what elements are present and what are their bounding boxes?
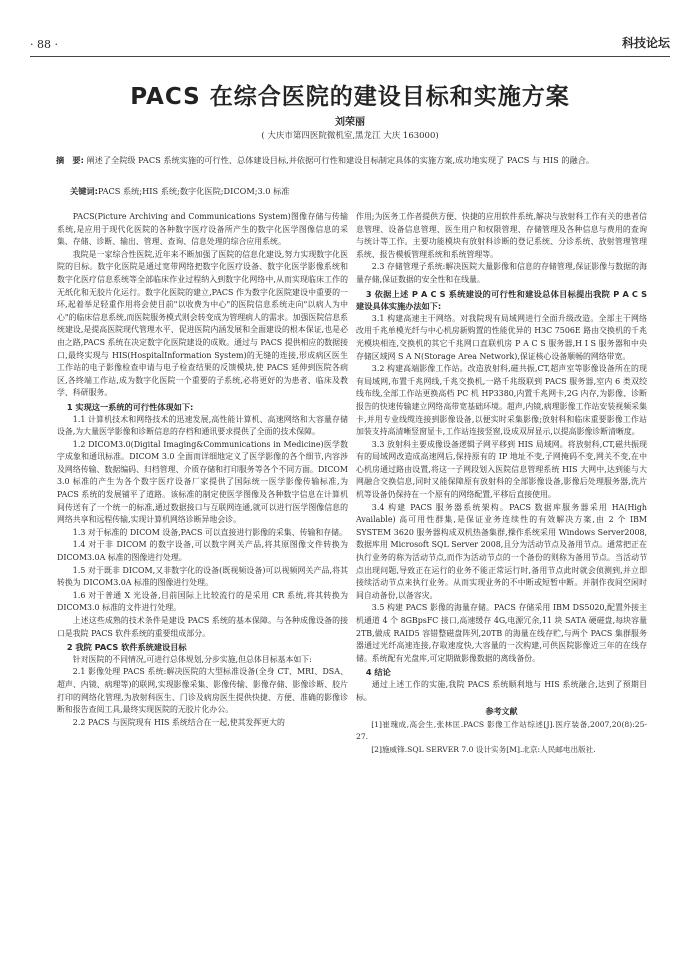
abstract-text: 阐述了全院级 PACS 系统实施的可行性、总体建设目标,并依据可行性和建设目标制定具体的实施方案,成功地实现了 PACS 与 HIS 的融合。 <box>86 155 595 165</box>
section-heading: 2 我院 PACS 软件系统建设目标 <box>66 642 187 653</box>
references-title: 参考文献 <box>485 707 518 717</box>
paragraph: 3.2 构建高端影像工作站。改造放射科,磁共振,CT,超声室等影像设备所在的现有局域网,布置千兆网线,千兆交换机,一路千兆级联到 PACS 服务器,室内 6 类双绞线布线,全部工作站更换高档 PC 机 HP3380,内置千兆网卡,2G 内存,为影像、诊断报告的快速传输建立网络高带宽基础环境。超声,内镜,病理影像工作站安装视频采集卡,并用专业线缆连接到影像设备,以便实时采集影像;放射科和临床重要影像工作站加装支持高清晰竖窗显卡,工作站连接竖窗,设成双屏显示,以提高影像诊断清晰度。 <box>356 364 647 437</box>
paragraph: 3.4 构建 PACS 服务器系统架构。PACS 数据库服务器采用 HA(High Available) 高可用性群集,是保证业务连续性的有效解决方案,由 2 个 IBM SYSTEM 3620 服务器构成双机热备集群,操作系统采用 Windows Server2008,数据库用 Microsoft SQL Server 2008,且分为活动节点及备用节点。通常把正在执行业务的称为活动节点,而作为活动节点的一个备份的则称为备用节点。当活动节点出现问题,导致正在运行的业务不能正常运行时,备用节点此时就会侦测到,并立即接续活动节点来执行业务。从而实现业务的不中断或短暂中断。并制作夜间空闲时间自动备份,以备容灾。 <box>356 502 647 600</box>
reference-item: [1]崔瑰成,高会生,张林匡.PACS 影像工作站综述[J].医疗装备,2007,20(8):25-27. <box>356 719 647 742</box>
paragraph: 上述这些成熟的技术条件是建设 PACS 系统的基本保障。与各种成像设备的接口是我院 PACS 软件系统的重要组成部分。 <box>57 616 348 638</box>
paragraph: 1.5 对于既非 DICOM,又非数字化的设备(既视频设备)可以视频网关产品,将其转换为 DICOM3.0A 标准的图像进行处理。 <box>57 565 348 588</box>
references-list <box>356 719 647 757</box>
page-number: · 88 · <box>30 38 58 51</box>
paragraph: PACS(Picture Archiving and Communications System)图像存储与传输系统,是应用于现代化医院的各种数字医疗设备所产生的数字化医学图像信息的采集、存储、诊断、输出、管理、查询、信息处理的综合应用系统。 <box>57 212 348 247</box>
section-heading: 3 依据上述 P A C S 系统建设的可行性和建设总体目标提出我院 P A C S 建设具体实施办法如下: <box>356 288 647 312</box>
section-heading: 1 实现这一系统的可行性体现如下: <box>66 401 194 412</box>
paragraph: 1.4 对于非 DICOM 的数字设备,可以数字网关产品,将其原图像文件转换为 DICOM3.0A 标准的图像进行处理。 <box>57 540 348 563</box>
left-column <box>57 211 348 729</box>
paragraph: 1.2 DICOM3.0(Digital Imaging&Communications in Medicine)医学数字成象和通讯标准。DICOM 3.0 全面而详细地定义了医学影像的各个细节,内容涉及网络传输、数据编码、归档管理、介质存储和打印服务等各个不同方面。DICOM 3.0 标准的产生为各个数字医疗设备厂家提供了国际统一医学影像传输标准,为 PACS 系统的发展铺平了道路。该标准的制定使医学图像及各种数字信息在计算机间传送有了一个统一的标准,通过数据接口与互联网连通,就可以进行医学图像信息的网络共享和远程传输,实现计算机网络诊断异地会诊。 <box>57 439 348 525</box>
header-rule <box>30 56 670 57</box>
paragraph: 2.3 存储管理子系统:解决医院大量影像和信息的存储管理,保证影像与数据的海量存储,保证数据的安全性和在线量。 <box>356 262 647 284</box>
paragraph: 3.5 构建 PACS 影像的海量存储。PACS 存储采用 IBM DS5020,配置外接主机通道 4 个 8GBpsFC 接口,高速缓存 4G,电源冗余,11 块 SATA 硬磁盘,每块容量 2TB,做成 RAID5 容错整磁盘阵列,20TB 的海量在线存贮,与两个 PACS 集群服务器通过光纤高速连接,存取速度快,大容量的一次构建,可供医院影像近三年的在线存储。系统配有光盘库,可定期做影像数据的离线备份。 <box>356 603 647 663</box>
abstract-label: 摘 要: <box>56 155 84 165</box>
article-title: PACS 在综合医院的建设目标和实施方案 <box>130 84 570 110</box>
journal-section: 科技论坛 <box>621 36 670 50</box>
right-column-body <box>356 211 647 704</box>
paragraph: 2.1 影像处理 PACS 系统:解决医院的大型标准设备(全身 CT、MRI、DSA、超声、内镜、病理等)的联网,实现影像采集、影像传输、影像存储、影像诊断、胶片打印的网络化管理,为放射科医生、门诊及病房医生提供快捷、方便、准确的影像诊断和报告查阅工具,最终实现医院的无胶片化办公。 <box>57 667 348 715</box>
affiliation: ( 大庆市第四医院微机室,黑龙江 大庆 163000) <box>261 131 439 141</box>
abstract <box>56 153 644 167</box>
keywords <box>70 185 644 198</box>
paragraph: 3.3 放射科主要成像设备逻辑子网平移到 HIS 局域网。将放射科,CT,磁共振现有的局域网改造成高速网后,保持原有的 IP 地址不变,子网掩码不变,网关不变,在中心机房通过路由设置,将这一子网段划入医院信息管理系统 HIS 大网中,达到能与大网融合交换信息,同时又能保障原有放射科的全部影像设备,影像后处理服务器,洗片机等设备仍保持在一个原有的网络配置,平移后直接使用。 <box>356 439 647 500</box>
paragraph: 我院是一家综合性医院,近年来不断加强了医院的信息化建设,努力实现数字化医院的目标。数字化医院是通过宽带网络把数字化医疗设备、数字化医学影像系统和数字化医疗信息系统等全部临床作业过程纳入到数字化网络中,从而实现临床工作的无纸化和无胶片化运行。数字化医院的建立,PACS 作为数字化医院建设中重要的一环,起着举足轻重作用将会使目前"以收费为中心"的医院信息系统走向"以病人为中心"的临床信息系统,而医院服务模式则会转变成为管理病人的需求。加强医院信息系统建设,是提高医院现代管理水平、促进医院内涵发展和全面建设的根本保证,也是必由之路,PACS 系统在决定数字化医院建设的成败。通过与 PACS 提供相应的数据接口,最终实现与 HIS(HospitalInformation System)的无缝的连接,形成病区医生工作站的电子影像检查申请与电子检查结果的反馈模块,使 PACS 延伸到医院各病区,各终端工作站,成为数字化医院一个重要的子系统,必将更好的为患者、临床及教学、科研服务。 <box>57 249 348 398</box>
paragraph: 针对医院的不同情况,可进行总体规划,分步实施,但总体目标基本如下: <box>72 654 312 664</box>
right-column <box>356 211 647 757</box>
paragraph: 1.3 对于标准的 DICOM 设备,PACS 可以直接进行影像的采集、传输和存储。 <box>72 527 347 537</box>
keywords-text: PACS 系统;HIS 系统;数字化医院;DICOM;3.0 标准 <box>97 186 290 196</box>
paragraph: 1.1 计算机技术和网络技术的迅速发展,高性能计算机、高速网络和大容量存储设备,为大量医学影像和诊断信息的存档和通讯要求提供了全面的技术保障。 <box>57 414 348 437</box>
reference-item: [2]施威锋.SQL SERVER 7.0 设计实务[M].北京:人民邮电出版社. <box>371 744 596 754</box>
page-header <box>30 32 670 56</box>
paragraph: 3.1 构建高速主干网络。对我院现有局域网进行全面升级改造。全部主干网络改用千兆单模光纤与中心机房新购置的性能优异的 H3C 7506E 路由交换机的千兆光模块相连,交换机的其它千兆网口直联机房 P A C S 服务器,H I S 服务器和中央存储区域网 S A N(Storage Area Network),保证核心设备顺畅的网络带宽。 <box>356 313 647 361</box>
keywords-label: 关键词: <box>70 186 98 196</box>
paragraph: 作用;为医务工作者提供方便、快捷的应用软件系统,解决与放射科工作有关的患者信息管理、设备信息管理、医生用户和权限管理、存储管理及各种信息与费用的查询与统计等工作。主要功能模块有放射科诊断的登记系统、分诊系统、放射管理管理系统、报告模板管理系统和系统管理等。 <box>356 212 647 259</box>
paragraph: 1.6 对于普通 X 光设备,目前国际上比较流行的是采用 CR 系统,将其转换为 DICOM3.0 标准的文件进行处理。 <box>57 590 348 613</box>
paragraph: 2.2 PACS 与医院现有 HIS 系统结合在一起,使其发挥更大的 <box>72 717 285 727</box>
author: 刘荣丽 <box>335 117 365 128</box>
section-heading: 4 结论 <box>365 667 391 678</box>
paragraph: 通过上述工作的实施,我院 PACS 系统顺利地与 HIS 系统融合,达到了预期目标。 <box>356 679 647 702</box>
